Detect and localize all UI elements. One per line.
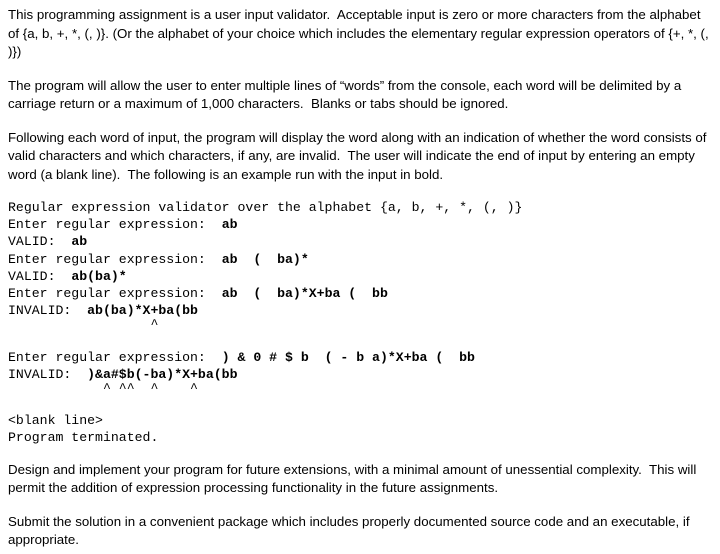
paragraph-design-guidance: Design and implement your program for future extensions, with a minimal amount of unessential complexity. This will permit the addition of expression processing functionality in the future assignments.	[8, 461, 700, 496]
console-prompt: Enter regular expression:	[8, 349, 222, 365]
console-prompt: Enter regular expression:	[8, 217, 222, 233]
console-blank-line	[8, 395, 712, 412]
console-input: ab ( ba)*X+ba ( bb	[221, 286, 388, 302]
console-line	[8, 216, 712, 233]
console-prompt: INVALID:	[8, 303, 88, 319]
console-line	[8, 251, 712, 268]
console-prompt: Enter regular expression:	[8, 286, 222, 302]
console-blank-line	[8, 331, 712, 348]
console-input: ab	[221, 217, 238, 233]
paragraph-submission-instructions: Submit the solution in a convenient package which includes properly documented source code and an executable, if appropriate.	[8, 513, 694, 548]
console-caret-markers: ^	[8, 317, 159, 333]
console-line	[8, 349, 712, 366]
paragraph-output-rules: Following each word of input, the program will display the word along with an indication of whether the word consists of valid characters and which characters, if any, are invalid. The user will indicate the end of input by entering an empty word (a blank line). The following is an example run with the input in bold.	[8, 129, 711, 182]
console-header: Regular expression validator over the alphabet {a, b, +, *, (, )}	[8, 200, 523, 215]
console-transcript	[8, 199, 712, 447]
console-line	[8, 285, 712, 302]
paragraph-input-rules: The program will allow the user to enter multiple lines of “words” from the console, each word will be delimited by a carriage return or a maximum of 1,000 characters. Blanks or tabs should be ignored.	[8, 77, 685, 111]
console-input: ab(ba)*	[71, 268, 127, 284]
console-prompt: Enter regular expression:	[8, 251, 222, 267]
console-input: ) & 0 # $ b ( - b a)*X+ba ( bb	[221, 349, 475, 365]
console-caret-markers: ^ ^^ ^ ^	[8, 381, 198, 397]
console-input: ab ( ba)*	[221, 251, 309, 267]
console-line	[8, 233, 712, 250]
console-input: ab(ba)*X+ba(bb	[87, 303, 198, 319]
console-prompt: VALID:	[8, 234, 72, 250]
console-terminated-message: Program terminated.	[8, 430, 159, 446]
paragraph-assignment-overview: This programming assignment is a user input validator. Acceptable input is zero or more characters from the alphabet of {a, b, +, *, (, )}. (Or the alphabet of your choice which includes the elementary regular expression operators of {+, *, (, )})	[8, 7, 713, 59]
console-prompt: INVALID:	[8, 366, 88, 382]
console-line	[8, 268, 712, 285]
console-input: ab	[71, 234, 88, 250]
console-blank-line-marker: <blank line>	[8, 413, 103, 429]
console-input: )&a#$b(-ba)*X+ba(bb	[87, 366, 238, 382]
console-prompt: VALID:	[8, 268, 72, 284]
